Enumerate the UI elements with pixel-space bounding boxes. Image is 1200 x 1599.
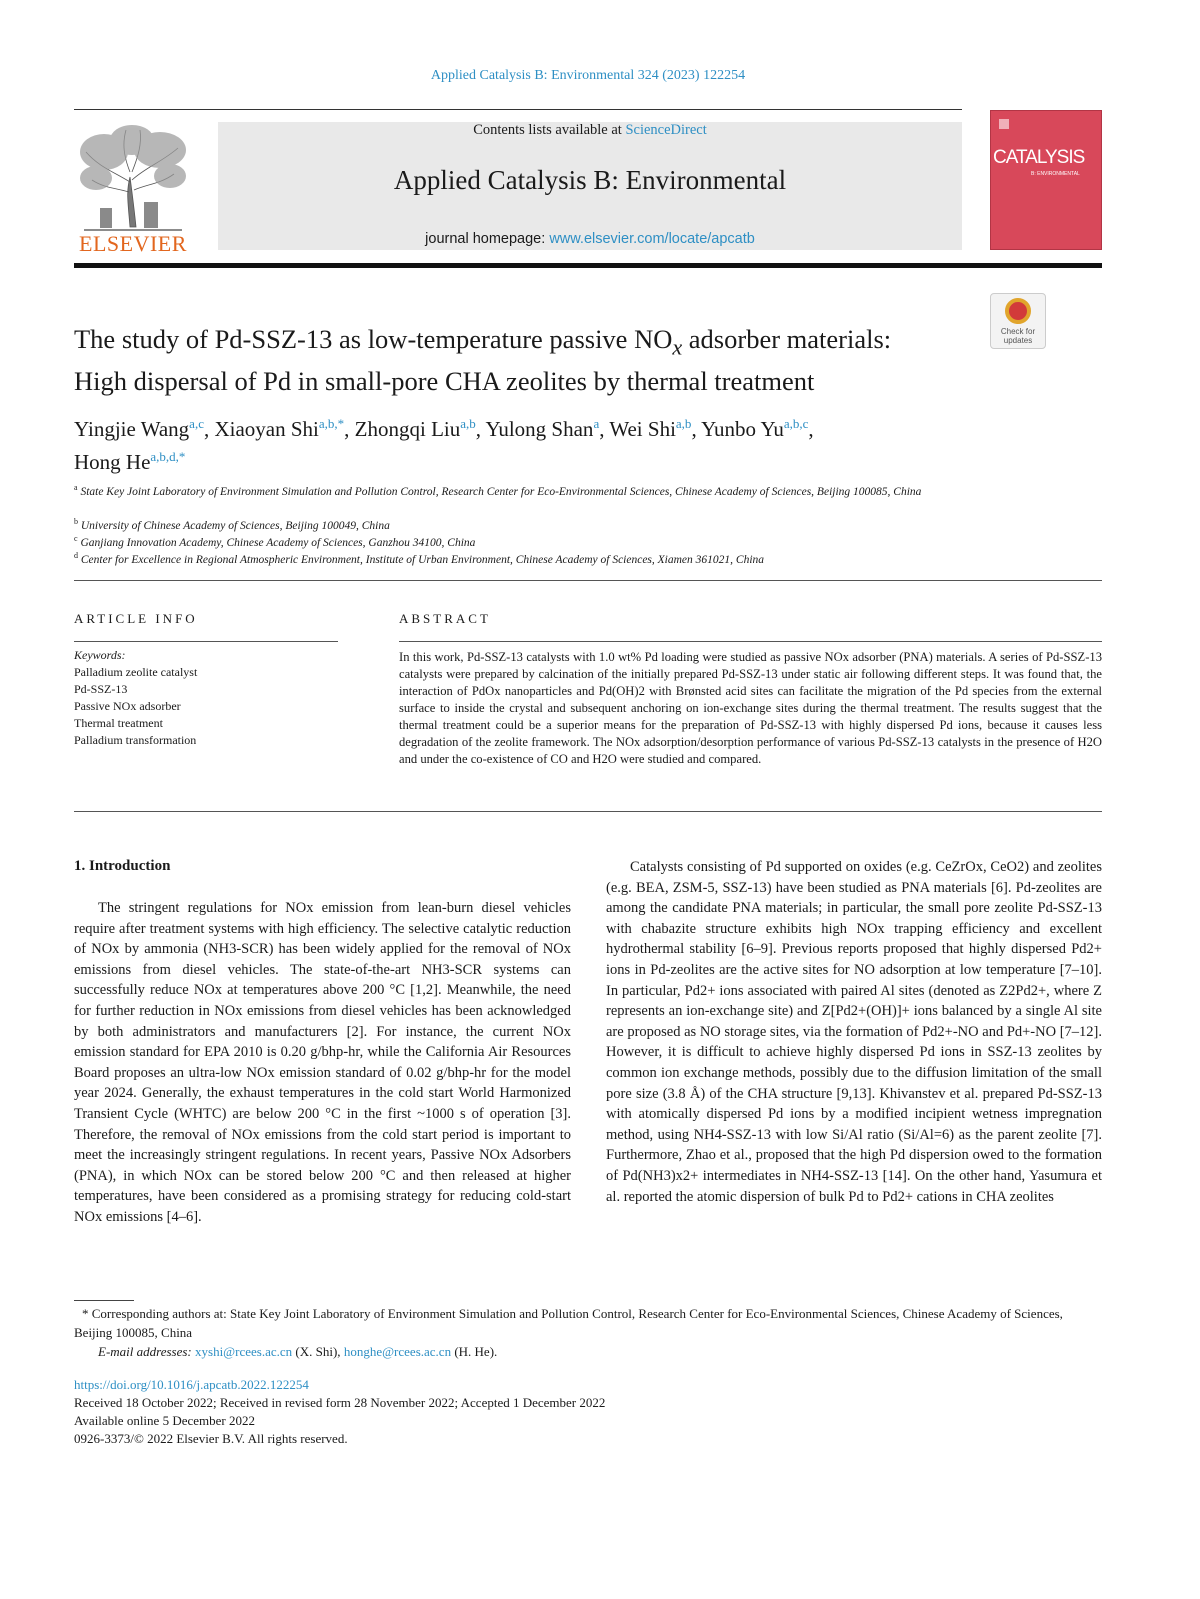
intro-left-column: The stringent regulations for NOx emission from lean-burn diesel vehicles require after treatment systems with high efficiency. The selective catalytic reduction of NOx by ammonia (NH3-SCR) has been widely applied for the removal of NOx emissions from diesel vehicles. The state-of-the-art NH3-SCR systems can successfully reduce NOx at temperatures above 200 °C [1,2]. Meanwhile, the need for further reduction in NOx emissions from diesel vehicles has been acknowledged by both administrators and manufacturers [2]. For instance, the current NOx emission standard for EPA 2010 is 0.20 g/bhp-hr, while the California Air Resources Board proposes an ultra-low NOx emission standard of 0.02 g/bhp-hr for the model year 2024. Generally, the exhaust temperatures in the cold start World Harmonized Transient Cycle (WHTC) are below 200 °C in the first ~1000 s of operation [3]. Therefore, the removal of NOx emissions from the cold start period is important to meet the increasingly stringent regulations. In recent years, Passive NOx Adsorbers (PNA), in which NOx can be stored below 200 °C and then released at higher temperatures, have been considered as a promising strategy for reducing cold-start NOx emissions [4–6]. bbox=[74, 900, 571, 1225]
author-affil-mark[interactable]: a,b bbox=[460, 416, 476, 431]
keyword-item: Passive NOx adsorber bbox=[74, 699, 181, 713]
author-affil-mark[interactable]: a,c bbox=[189, 416, 204, 431]
affiliation-d bbox=[74, 547, 964, 569]
email-link-shi[interactable]: xyshi@rcees.ac.cn bbox=[195, 1344, 293, 1359]
affiliation-text: State Key Joint Laboratory of Environment Simulation and Pollution Control, Research Center for Eco-Environmental Sciences, Chinese Academy of Sciences, Beijing 100085, China bbox=[80, 485, 922, 498]
homepage-line bbox=[218, 231, 962, 247]
author-name[interactable]: Yunbo Yu bbox=[701, 417, 784, 441]
sciencedirect-link[interactable]: ScienceDirect bbox=[625, 122, 707, 138]
author-name[interactable]: Hong He bbox=[74, 450, 151, 474]
keyword-item: Palladium zeolite catalyst bbox=[74, 665, 198, 679]
author-affil-mark[interactable]: a,b bbox=[675, 416, 692, 431]
author-list: Yingjie Wang$^{a,c}$, Xiaoyan Shi$^{a,b,*}$, Zhongqi Liu$^{a,b}$, Yulong Shan$^a$, Wei Shi$^{a,b}$, Yunbo Yu$^{a,b,c}$, Hong $He^{a,b,d,*}$ bbox=[74, 416, 814, 474]
cover-subtitle: B: ENVIRONMENTAL bbox=[1031, 171, 1080, 177]
title-line1-b: adsorber materials: bbox=[682, 324, 892, 354]
affiliation-mark: d bbox=[74, 551, 78, 560]
journal-homepage-link[interactable]: www.elsevier.com/locate/apcatb bbox=[549, 231, 755, 247]
keyword-item: Thermal treatment bbox=[74, 716, 163, 730]
keyword-item: Palladium transformation bbox=[74, 733, 197, 747]
affiliation-mark: c bbox=[74, 534, 78, 543]
publication-info bbox=[74, 1376, 605, 1448]
copyright-line: 0926-3373/© 2022 Elsevier B.V. All rights reserved. bbox=[74, 1431, 348, 1446]
email-line bbox=[74, 1342, 1102, 1361]
email-owner-he: (H. He). bbox=[454, 1344, 498, 1359]
contents-line bbox=[218, 122, 962, 139]
bookmark-icon bbox=[1005, 298, 1031, 324]
author-name[interactable]: Xiaoyan Shi bbox=[214, 417, 319, 441]
author-name[interactable]: Yulong Shan bbox=[485, 417, 594, 441]
journal-title: Applied Catalysis B: Environmental bbox=[393, 165, 787, 195]
abstract-text: In this work, Pd-SSZ-13 catalysts with 1.0 wt% Pd loading were studied as passive NOx adsorber (PNA) materials. A series of Pd-SSZ-13 catalysts were prepared by calcination of the initially prepared Pd-SSZ-13 under static air following different steps. It was found that, the interaction of PdOx nanoparticles and Pd(OH)2 with Brønsted acid sites can facilitate the migration of the Pd species from the external surface to inside the crystal and subsequent anchoring on ion-exchange sites during the thermal treatment. The results suggest that the thermal treatment could be a superior means for the preparation of Pd-SSZ-13 with highly dispersed Pd ions, because it causes less degradation of the zeolite framework. The NOx adsorption/desorption performance of various Pd-SSZ-13 catalysts in the presence of H2O and under the co-existence of CO and H2O were studied and compared. bbox=[399, 650, 1102, 766]
corresponding-author-note: * Corresponding authors at: State Key Joint Laboratory of Environment Simulation and Pollution Control, Research Center for Eco-Environmental Sciences, Chinese Academy of Sciences, Beijing 100085, China bbox=[74, 1306, 1063, 1340]
journal-cover-image[interactable] bbox=[990, 110, 1102, 250]
author-affil-mark[interactable]: a,b,* bbox=[318, 416, 345, 431]
introduction-heading: 1. Introduction bbox=[74, 858, 171, 874]
intro-right-column: Catalysts consisting of Pd supported on oxides (e.g. CeZrOx, CeO2) and zeolites (e.g. BEA, ZSM-5, SSZ-13) have been studied as PNA materials [6]. Pd-zeolites are among the candidate PNA materials; in particular, the small pore zeolite Pd-SSZ-13 with chabazite structure exhibits high NOx trapping efficiency and excellent hydrothermal stability [6–9]. Previous reports proposed that highly dispersed Pd2+ ions in Pd-zeolites are the active sites for NO adsorption at low temperature [7–10]. In particular, Pd2+ ions associated with paired Al sites (denoted as Z2Pd2+, where Z represents an ion-exchange site) and Z[Pd2+(OH)]+ ions balanced by a single Al site are proposed as NO storage sites, via the formation of Pd2+-NO and Pd+-NO [7–12]. However, it is difficult to achieve highly dispersed Pd ions in SSZ-13 zeolites by common ion exchange methods, possibly due to the diffusion limitation of the small pore size (3.8 Å) of the CHA structure [9,13]. Khivanstev et al. prepared Pd-SSZ-13 with atomically dispersed Pd ions by a modified incipient wetness impregnation method, using NH4-SSZ-13 with low Si/Al ratio (Si/Al=6) as the parent zeolite [7]. Furthermore, Zhao et al., proposed that the high Pd dispersion owed to the formation of Pd(NH3)x2+ intermediates in NH4-SSZ-13 [14]. On the other hand, Yasumura et al. reported the atomic dispersion of bulk Pd to Pd2+ cations in CHA zeolites bbox=[606, 859, 1102, 1205]
available-online: Available online 5 December 2022 bbox=[74, 1413, 255, 1428]
abstract-bottom-rule bbox=[74, 811, 1102, 812]
doi-link[interactable]: https://doi.org/10.1016/j.apcatb.2022.122254 bbox=[74, 1377, 309, 1392]
header-thick-rule bbox=[74, 263, 1102, 268]
received-dates: Received 18 October 2022; Received in revised form 28 November 2022; Accepted 1 December 2022 bbox=[74, 1395, 606, 1410]
affiliation-text: University of Chinese Academy of Sciences, Beijing 100049, China bbox=[80, 519, 390, 532]
author-name[interactable]: Yingjie Wang bbox=[74, 417, 190, 441]
keywords-list bbox=[74, 664, 197, 749]
author-affil-mark[interactable]: a bbox=[593, 416, 600, 431]
footnote-rule bbox=[74, 1300, 134, 1301]
title-line2: High dispersal of Pd in small-pore CHA zeolites by thermal treatment bbox=[74, 366, 815, 397]
abstract-rule bbox=[399, 641, 1102, 642]
email-owner-shi: (X. Shi), bbox=[295, 1344, 341, 1359]
journal-reference[interactable]: Applied Catalysis B: Environmental 324 (2023) 122254 bbox=[430, 68, 746, 83]
affiliation-text: Ganjiang Innovation Academy, Chinese Academy of Sciences, Ganzhou 34100, China bbox=[80, 536, 476, 549]
title-subscript-x: x bbox=[672, 334, 683, 360]
check-for-updates-button[interactable] bbox=[990, 293, 1046, 349]
article-title bbox=[74, 322, 974, 399]
contents-prefix: Contents lists available at bbox=[473, 122, 626, 138]
author-affil-mark[interactable]: a,b,d,* bbox=[150, 449, 186, 464]
author-name[interactable]: Zhongqi Liu bbox=[354, 417, 461, 441]
header-top-rule bbox=[74, 109, 962, 110]
affiliation-a bbox=[74, 479, 964, 501]
elsevier-wordmark[interactable]: ELSEVIER bbox=[79, 231, 187, 256]
article-info-rule bbox=[74, 641, 338, 642]
homepage-prefix: journal homepage: bbox=[425, 231, 550, 247]
affiliation-mark: a bbox=[74, 483, 78, 492]
keywords-label: Keywords: bbox=[74, 648, 126, 662]
email-label: E-mail addresses: bbox=[98, 1344, 192, 1359]
footnote bbox=[74, 1304, 1102, 1361]
affiliations-rule bbox=[74, 580, 1102, 581]
affiliation-mark: b bbox=[74, 517, 78, 526]
cover-emblem bbox=[999, 119, 1009, 129]
author-affil-mark[interactable]: a,b,c bbox=[783, 416, 809, 431]
article-info-heading: ARTICLE INFO bbox=[74, 611, 198, 626]
keyword-item: Pd-SSZ-13 bbox=[74, 682, 128, 696]
email-link-he[interactable]: honghe@rcees.ac.cn bbox=[343, 1344, 452, 1359]
check-updates-label: Check for updates bbox=[1000, 327, 1036, 345]
author-name[interactable]: Wei Shi bbox=[609, 417, 676, 441]
affiliation-text: Center for Excellence in Regional Atmospheric Environment, Institute of Urban Environment, Chinese Academy of Sciences, Xiamen 361021, China bbox=[80, 553, 765, 566]
cover-logo-text: CATALYSIS bbox=[993, 147, 1085, 168]
title-line1-a: The study of Pd-SSZ-13 as low-temperature passive NO bbox=[74, 324, 673, 354]
abstract-heading: ABSTRACT bbox=[399, 611, 491, 626]
